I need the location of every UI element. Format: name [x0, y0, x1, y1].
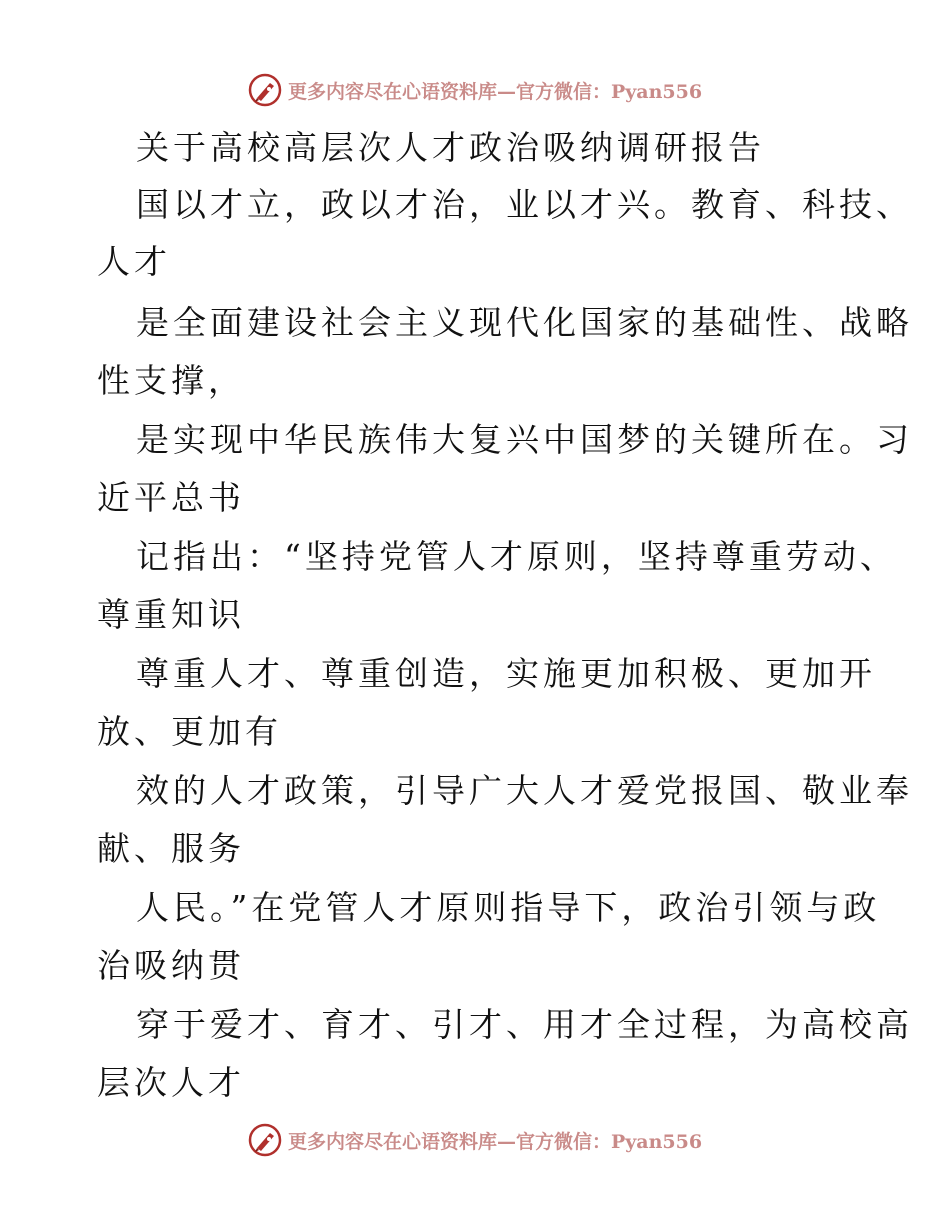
watermark-text: 更多内容尽在心语资料库—官方微信：Pyan556 — [287, 1130, 703, 1153]
paragraph-line: 记指出：“坚持党管人才原则，坚持尊重劳动、 — [136, 537, 897, 576]
paragraph-line: 放、更加有 — [97, 712, 282, 751]
pen-logo-icon — [248, 1123, 282, 1157]
document-title: 关于高校高层次人才政治吸纳调研报告 — [136, 128, 765, 167]
paragraph-line: 层次人才 — [97, 1063, 245, 1102]
watermark-banner-top — [0, 70, 950, 110]
paragraph-line: 穿于爱才、育才、引才、用才全过程，为高校高 — [136, 1005, 913, 1044]
paragraph-line: 人民。”在党管人才原则指导下，政治引领与政 — [136, 888, 881, 927]
paragraph-line: 尊重人才、尊重创造，实施更加积极、更加开 — [136, 654, 876, 693]
paragraph-line: 人才 — [97, 242, 171, 281]
paragraph-line: 近平总书 — [97, 478, 245, 517]
paragraph-line: 献、服务 — [97, 829, 245, 868]
pen-logo-icon — [248, 73, 282, 107]
paragraph-line: 是全面建设社会主义现代化国家的基础性、战略 — [136, 303, 913, 342]
watermark-banner-bottom — [0, 1120, 950, 1160]
paragraph-line: 国以才立，政以才治，业以才兴。教育、科技、 — [136, 185, 913, 224]
paragraph-line: 是实现中华民族伟大复兴中国梦的关键所在。习 — [136, 420, 913, 459]
watermark-text: 更多内容尽在心语资料库—官方微信：Pyan556 — [287, 80, 703, 103]
paragraph-line: 效的人才政策，引导广大人才爱党报国、敬业奉 — [136, 771, 913, 810]
paragraph-line: 性支撑， — [97, 361, 245, 400]
paragraph-line: 治吸纳贯 — [97, 946, 245, 985]
paragraph-line: 尊重知识 — [97, 595, 245, 634]
